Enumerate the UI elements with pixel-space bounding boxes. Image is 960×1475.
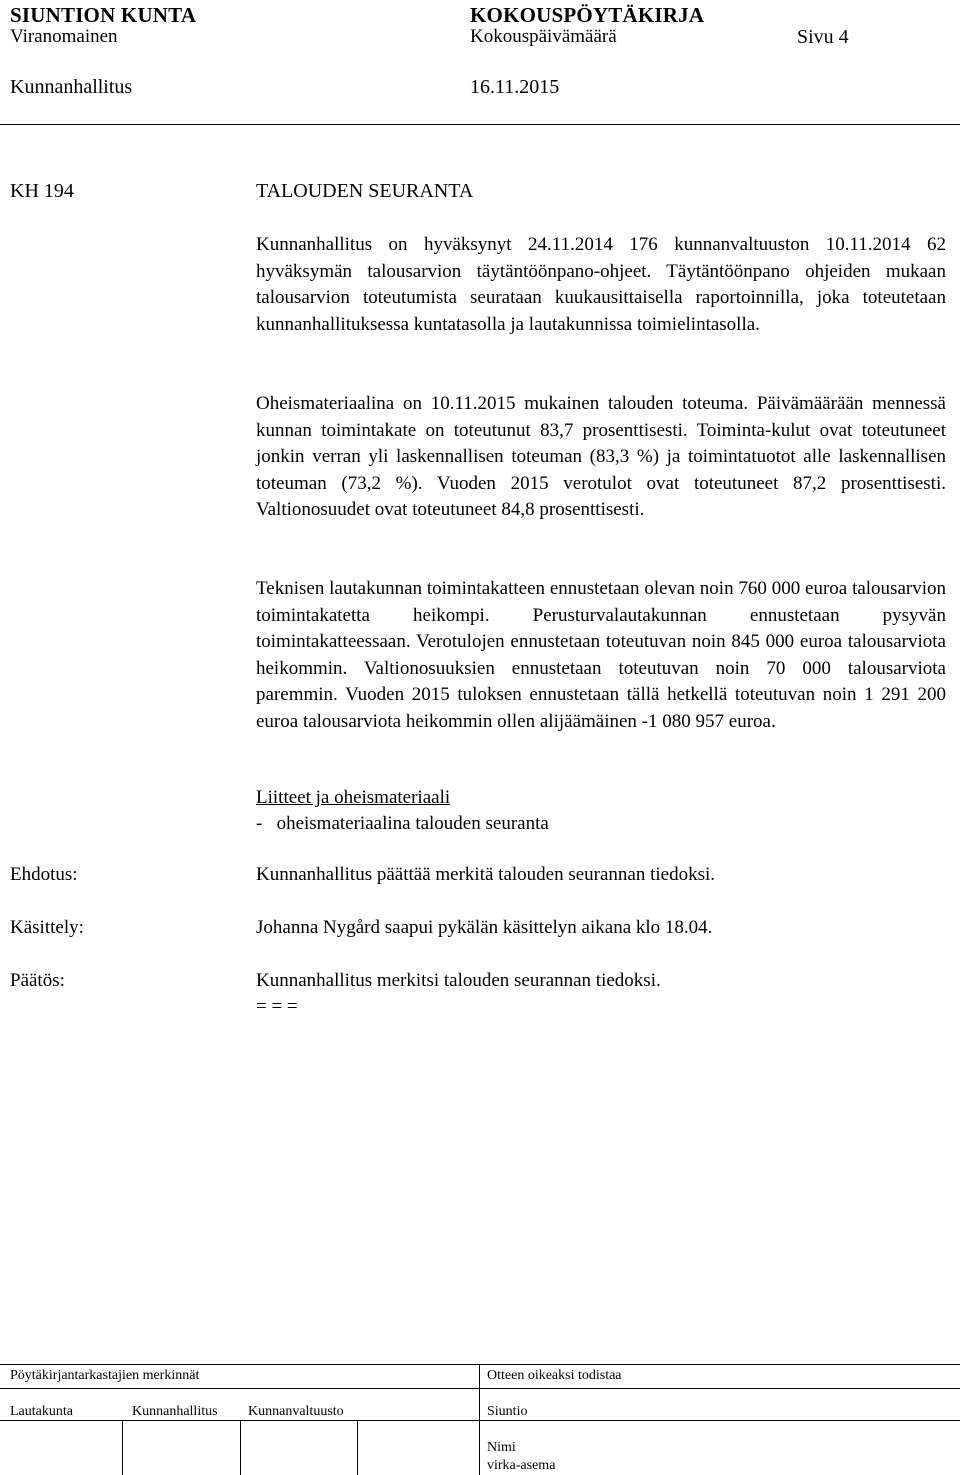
name-label: Nimi xyxy=(487,1440,516,1455)
proposal-label: Ehdotus: xyxy=(10,864,78,885)
body-kunnanvaltuusto: Kunnanvaltuusto xyxy=(248,1404,344,1419)
item-title: TALOUDEN SEURANTA xyxy=(256,180,474,202)
authority-label: Viranomainen xyxy=(10,26,118,47)
footer-col-2 xyxy=(240,1420,241,1475)
decision-text: Kunnanhallitus merkitsi talouden seurannan tiedoksi. xyxy=(256,970,661,991)
document-type: KOKOUSPÖYTÄKIRJA xyxy=(470,3,705,27)
meeting-date: 16.11.2015 xyxy=(470,76,560,98)
place: Siuntio xyxy=(487,1404,528,1419)
attachments-title: Liitteet ja oheismateriaali xyxy=(256,787,451,808)
date-label: Kokouspäivämäärä xyxy=(470,26,617,47)
handling-label: Käsittely: xyxy=(10,917,84,938)
footer-top-line xyxy=(0,1364,960,1365)
proposal-text: Kunnanhallitus päättää merkitä talouden seurannan tiedoksi. xyxy=(256,864,716,885)
body-kunnanhallitus: Kunnanhallitus xyxy=(132,1404,218,1419)
item-number: KH 194 xyxy=(10,180,74,202)
end-mark: = = = xyxy=(256,996,298,1017)
footer-mid-line xyxy=(0,1388,960,1389)
body-lautakunta: Lautakunta xyxy=(10,1404,73,1419)
header-divider xyxy=(0,124,960,125)
decision-label: Päätös: xyxy=(10,970,65,991)
page-number: Sivu 4 xyxy=(797,26,849,48)
footer-row-line xyxy=(0,1420,960,1421)
authority: Kunnanhallitus xyxy=(10,76,133,98)
org-name: SIUNTION KUNTA xyxy=(10,3,197,27)
footer-col-3 xyxy=(357,1420,358,1475)
footer-divider xyxy=(479,1364,480,1475)
position-label: virka-asema xyxy=(487,1458,556,1473)
paragraph-3: Teknisen lautakunnan toimintakatteen ennustetaan olevan noin 760 000 euroa talousarvion toimintakatetta heikompi. Perusturvalautakunnan ennustetaan pysyvän toimintakatteessaan. Verotulojen ennustetaan toteutuvan noin 845 000 euroa talousarviota heikommin. Valtionosuuksien ennustetaan toteutuvan noin 70 000 talousarviota paremmin. Vuoden 2015 tuloksen ennustetaan tällä hetkellä toteutuvan noin 1 291 200 euroa talousarviota heikommin ollen alijäämäinen -1 080 957 euroa. xyxy=(256,578,946,732)
copy-certification-label: Otteen oikeaksi todistaa xyxy=(487,1368,622,1383)
paragraph-1: Kunnanhallitus on hyväksynyt 24.11.2014 176 kunnanvaltuuston 10.11.2014 62 hyväksymän talousarvion täytäntöönpano-ohjeet. Täytäntöönpano ohjeiden mukaan talousarvion toteutumista seurataan kuukausittaisella raportoinnilla, joka toteutetaan kunnanhallituksessa kuntatasolla ja lautakunnissa toimielintasolla. xyxy=(256,234,946,335)
paragraph-2: Oheismateriaalina on 10.11.2015 mukainen talouden toteuma. Päivämäärään mennessä kunnan toimintakate on toteutunut 83,7 prosenttisesti. Toiminta-kulut ovat toteutuneet jonkin verran yli laskennallisen toteuman (83,3 %) ja toimintatuotot alle laskennallisen toteuman (73,2 %). Vuoden 2015 verotulot ovat toteutuneet 87,2 prosenttisesti. Valtionosuudet ovat toteutuneet 84,8 prosenttisesti. xyxy=(256,393,946,520)
attachment-item: - oheismateriaalina talouden seuranta xyxy=(256,813,549,834)
footer-col-1 xyxy=(122,1420,123,1475)
signatures-label: Pöytäkirjantarkastajien merkinnät xyxy=(10,1368,200,1383)
handling-text: Johanna Nygård saapui pykälän käsittelyn aikana klo 18.04. xyxy=(256,917,713,938)
